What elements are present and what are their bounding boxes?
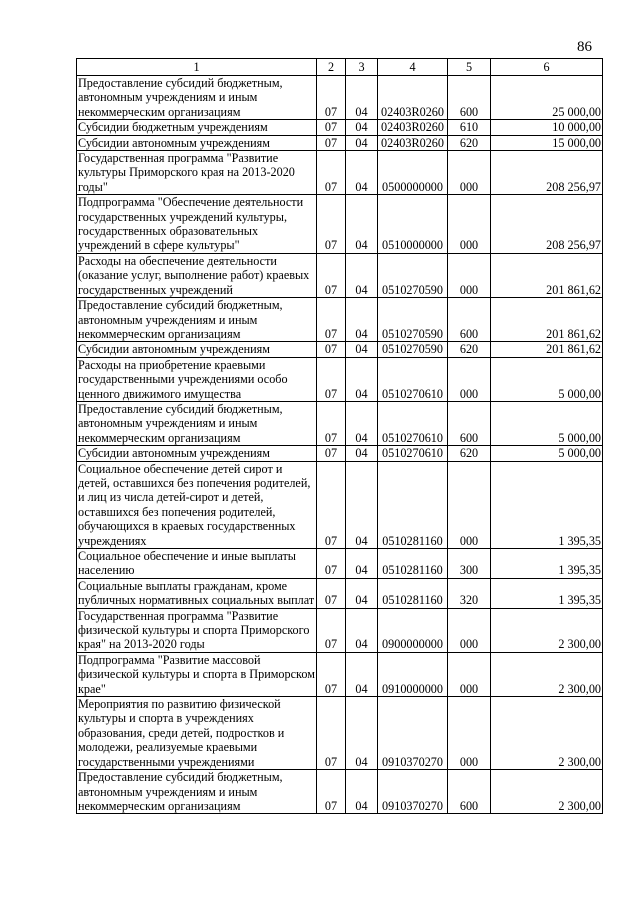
- row-target-code-cell: 0910370270: [378, 697, 448, 770]
- row-name-cell: Мероприятия по развитию физической культуры и спорта в учреждениях образования, среди детей, подростков и молодежи, реализуемые краевыми государственными учреждениями: [77, 697, 317, 770]
- row-section-cell: 07: [317, 151, 346, 195]
- row-name-cell: Подпрограмма "Развитие массовой физической культуры и спорта в Приморском крае": [78, 652, 315, 696]
- row-subsection-cell: 04: [346, 298, 378, 342]
- table-row: [77, 652, 603, 696]
- row-subsection-cell: 04: [346, 401, 378, 445]
- row-expense-type-cell: 300: [448, 549, 491, 579]
- header-col-1: 1: [77, 59, 317, 76]
- row-name-cell: Предоставление субсидий бюджетным, автономным учреждениям и иным некоммерческим организациям: [77, 298, 317, 342]
- row-expense-type-cell: 000: [448, 697, 491, 770]
- row-section-cell: 07: [317, 298, 346, 342]
- row-expense-type-cell: 320: [448, 578, 491, 608]
- row-amount-cell: 208 256,97: [491, 151, 603, 195]
- row-subsection-cell: 04: [346, 697, 378, 770]
- row-expense-type-cell: 620: [448, 135, 491, 150]
- table-row: [77, 151, 603, 195]
- row-expense-type-cell: 000: [448, 195, 491, 254]
- row-subsection-cell: 04: [346, 578, 378, 608]
- table-row: [77, 770, 603, 814]
- row-target-code-cell: 02403R0260: [378, 135, 448, 150]
- table-row: [77, 76, 603, 120]
- row-section-cell: 07: [317, 578, 346, 608]
- table-row: [77, 298, 603, 342]
- row-expense-type-cell: 000: [448, 608, 491, 652]
- row-amount-cell: 201 861,62: [491, 298, 603, 342]
- row-target-code-cell: 0900000000: [378, 608, 448, 652]
- row-amount-cell: 10 000,00: [491, 120, 603, 135]
- row-target-code-cell: 0510270590: [378, 298, 448, 342]
- table-row: [77, 608, 603, 652]
- row-subsection-cell: 04: [346, 357, 378, 401]
- row-target-code-cell: 0910370270: [378, 770, 448, 814]
- row-name-cell: Государственная программа "Развитие культуры Приморского края на 2013-2020 годы": [77, 151, 317, 195]
- row-name-cell: Государственная программа "Развитие физической культуры и спорта Приморского края" на 2013-2020 годы: [77, 608, 317, 652]
- header-col-5: 5: [448, 59, 491, 76]
- row-section-cell: 07: [317, 697, 346, 770]
- row-amount-cell: 2 300,00: [491, 697, 603, 770]
- row-section-cell: 07: [317, 120, 346, 135]
- row-target-code-cell: 0510281160: [378, 578, 448, 608]
- row-section-cell: 07: [317, 195, 346, 254]
- table-row: [77, 461, 603, 548]
- header-col-3: 3: [346, 59, 378, 76]
- row-section-cell: 07: [317, 135, 346, 150]
- row-section-cell: 07: [317, 357, 346, 401]
- row-target-code-cell: 0510281160: [378, 461, 448, 548]
- row-amount-cell: 201 861,62: [491, 253, 603, 297]
- header-col-6: 6: [491, 59, 603, 76]
- row-section-cell: 07: [317, 461, 346, 548]
- row-section-cell: 07: [317, 608, 346, 652]
- row-name-cell: Субсидии автономным учреждениям: [77, 135, 317, 150]
- row-target-code-cell: 0510270610: [378, 401, 448, 445]
- row-subsection-cell: 04: [346, 342, 378, 357]
- row-amount-cell: 2 300,00: [491, 652, 603, 696]
- budget-table: [76, 58, 603, 814]
- row-name-cell: Субсидии бюджетным учреждениям: [77, 120, 317, 135]
- table-header-row: [77, 59, 603, 76]
- table-row: [77, 697, 603, 770]
- row-target-code-cell: 0510270610: [378, 446, 448, 461]
- table-row: [77, 342, 603, 357]
- table-row: [77, 253, 603, 297]
- row-subsection-cell: 04: [346, 446, 378, 461]
- row-expense-type-cell: 620: [448, 342, 491, 357]
- row-name-cell: Подпрограмма "Обеспечение деятельности государственных учреждений культуры, государственных образовательных учреждений в сфере культуры": [77, 195, 317, 254]
- row-expense-type-cell: 000: [448, 652, 491, 696]
- row-name-cell: Расходы на обеспечение деятельности (оказание услуг, выполнение работ) краевых государственных учреждений: [77, 253, 317, 297]
- table-row: [77, 401, 603, 445]
- row-section-cell: 07: [317, 549, 346, 579]
- row-target-code-cell: 02403R0260: [378, 120, 448, 135]
- table-row: [77, 195, 603, 254]
- row-name-cell: Предоставление субсидий бюджетным, автономным учреждениям и иным некоммерческим организациям: [77, 770, 317, 814]
- row-expense-type-cell: 600: [448, 770, 491, 814]
- row-name-cell: Расходы на приобретение краевыми государственными учреждениями особо ценного движимого имущества: [77, 357, 317, 401]
- row-target-code-cell: 0510270610: [378, 357, 448, 401]
- row-amount-cell: 15 000,00: [491, 135, 603, 150]
- row-expense-type-cell: 000: [448, 357, 491, 401]
- row-subsection-cell: 04: [346, 151, 378, 195]
- row-amount-cell: 1 395,35: [491, 549, 603, 579]
- row-name-cell: Предоставление субсидий бюджетным, автономным учреждениям и иным некоммерческим организациям: [77, 401, 317, 445]
- row-expense-type-cell: 600: [448, 298, 491, 342]
- row-name-cell: Предоставление субсидий бюджетным, автономным учреждениям и иным некоммерческим организациям: [77, 76, 317, 120]
- row-section-cell: 07: [317, 446, 346, 461]
- row-amount-cell: 2 300,00: [491, 770, 603, 814]
- row-section-cell: 07: [317, 770, 346, 814]
- row-subsection-cell: 04: [346, 135, 378, 150]
- row-section-cell: 07: [317, 342, 346, 357]
- row-name-cell: Социальное обеспечение и иные выплаты населению: [77, 549, 317, 579]
- row-expense-type-cell: 600: [448, 76, 491, 120]
- row-subsection-cell: 04: [346, 76, 378, 120]
- row-target-code-cell: 0510281160: [378, 549, 448, 579]
- row-amount-cell: 25 000,00: [491, 76, 603, 120]
- row-amount-cell: 208 256,97: [491, 195, 603, 254]
- row-section-cell: 07: [317, 652, 346, 696]
- row-amount-cell: 5 000,00: [491, 446, 603, 461]
- row-subsection-cell: 04: [346, 549, 378, 579]
- row-name-cell: Социальные выплаты гражданам, кроме публичных нормативных социальных выплат: [77, 578, 317, 608]
- row-expense-type-cell: 600: [448, 401, 491, 445]
- row-section-cell: 07: [317, 76, 346, 120]
- row-target-code-cell: 0500000000: [378, 151, 448, 195]
- row-subsection-cell: 04: [346, 770, 378, 814]
- table-row: [77, 446, 603, 461]
- row-section-cell: 07: [317, 253, 346, 297]
- row-amount-cell: 1 395,35: [491, 461, 603, 548]
- table-row: [77, 135, 603, 150]
- table-row: [77, 120, 603, 135]
- row-subsection-cell: 04: [346, 608, 378, 652]
- header-col-2: 2: [317, 59, 346, 76]
- row-section-cell: 07: [317, 401, 346, 445]
- page-number: 86: [577, 39, 592, 55]
- row-subsection-cell: 04: [346, 253, 378, 297]
- row-target-code-cell: 0510000000: [378, 195, 448, 254]
- row-subsection-cell: 04: [346, 120, 378, 135]
- row-name-cell: Социальное обеспечение детей сирот и детей, оставшихся без попечения родителей, и лиц из числа детей-сирот и детей, оставшихся без попечения родителей, обучающихся в краевых государственных учреждениях: [77, 461, 317, 548]
- row-target-code-cell: 0510270590: [378, 342, 448, 357]
- row-expense-type-cell: 620: [448, 446, 491, 461]
- row-amount-cell: 2 300,00: [491, 608, 603, 652]
- row-amount-cell: 5 000,00: [491, 401, 603, 445]
- row-target-code-cell: 02403R0260: [378, 76, 448, 120]
- header-col-4: 4: [378, 59, 448, 76]
- row-expense-type-cell: 610: [448, 120, 491, 135]
- table-row: [77, 578, 603, 608]
- row-amount-cell: 1 395,35: [491, 578, 603, 608]
- row-amount-cell: 5 000,00: [491, 357, 603, 401]
- row-target-code-cell: 0910000000: [378, 652, 448, 696]
- table-row: [77, 357, 603, 401]
- row-expense-type-cell: 000: [448, 461, 491, 548]
- row-name-cell: Субсидии автономным учреждениям: [77, 342, 317, 357]
- row-expense-type-cell: 000: [448, 253, 491, 297]
- row-expense-type-cell: 000: [448, 151, 491, 195]
- table-row: [77, 549, 603, 579]
- row-subsection-cell: 04: [346, 461, 378, 548]
- row-amount-cell: 201 861,62: [491, 342, 603, 357]
- row-target-code-cell: 0510270590: [378, 253, 448, 297]
- row-subsection-cell: 04: [346, 652, 378, 696]
- row-name-cell: Субсидии автономным учреждениям: [77, 446, 317, 461]
- row-subsection-cell: 04: [346, 195, 378, 254]
